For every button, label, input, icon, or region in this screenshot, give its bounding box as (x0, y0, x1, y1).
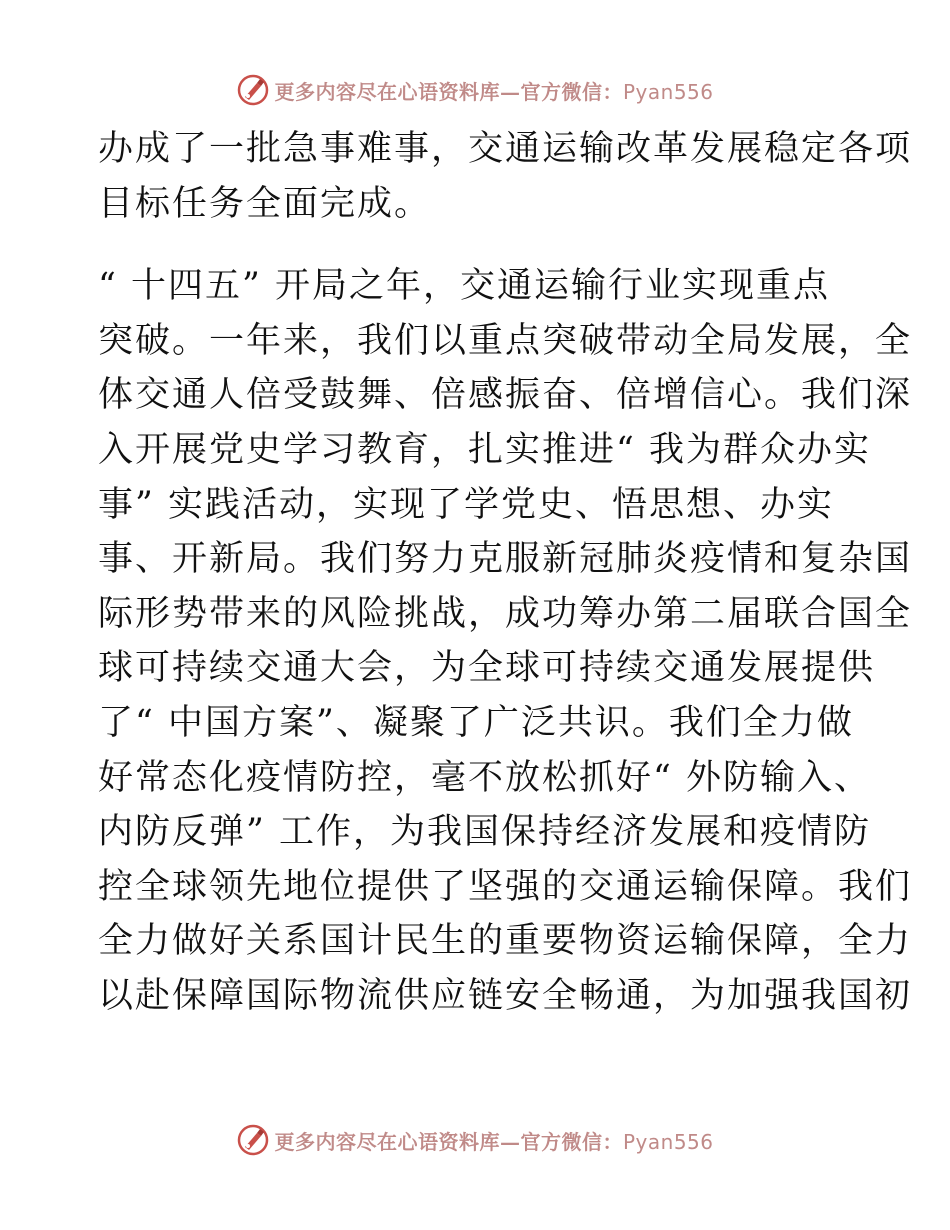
text-line: 全力做好关系国计民生的重要物资运输保障，全力 (98, 921, 913, 962)
text-line: 好常态化疫情防控，毫不放松抓好“ 外防输入、 (98, 757, 872, 798)
text-line: 球可持续交通大会，为全球可持续交通发展提供 (98, 648, 876, 689)
pen-logo-icon (236, 1123, 270, 1157)
text-line: 际形势带来的风险挑战，成功筹办第二届联合国全 (98, 593, 913, 634)
paragraph (98, 259, 913, 1023)
text-line: 目标任务全面完成。 (98, 183, 432, 224)
text-line: 入开展党史学习教育，扎实推进“ 我为群众办实 (98, 429, 872, 470)
text-line: 内防反弹” 工作，为我国保持经济发展和疫情防 (98, 812, 872, 853)
footer-watermark (0, 1120, 950, 1160)
text-line: 事、开新局。我们努力克服新冠肺炎疫情和复杂国 (98, 539, 913, 580)
paragraph (98, 122, 913, 231)
header-watermark (0, 70, 950, 110)
text-line: 突破。一年来，我们以重点突破带动全局发展，全 (98, 320, 913, 361)
text-line: 事” 实践活动，实现了学党史、悟思想、办实 (98, 484, 835, 525)
text-line: 以赴保障国际物流供应链安全畅通，为加强我国初 (98, 975, 913, 1016)
watermark-text: 更多内容尽在心语资料库—官方微信：Pyan556 (274, 1129, 714, 1154)
pen-logo-icon (236, 73, 270, 107)
document-body (98, 122, 913, 1024)
text-line: 控全球领先地位提供了坚强的交通运输保障。我们 (98, 866, 913, 907)
text-line: 了“ 中国方案”、凝聚了广泛共识。我们全力做 (98, 702, 854, 743)
watermark-text: 更多内容尽在心语资料库—官方微信：Pyan556 (274, 79, 714, 104)
text-line: 办成了一批急事难事，交通运输改革发展稳定各项 (98, 129, 913, 169)
text-line: 体交通人倍受鼓舞、倍感振奋、倍增信心。我们深 (98, 375, 913, 416)
text-line: “ 十四五” 开局之年，交通运输行业实现重点 (98, 266, 831, 307)
